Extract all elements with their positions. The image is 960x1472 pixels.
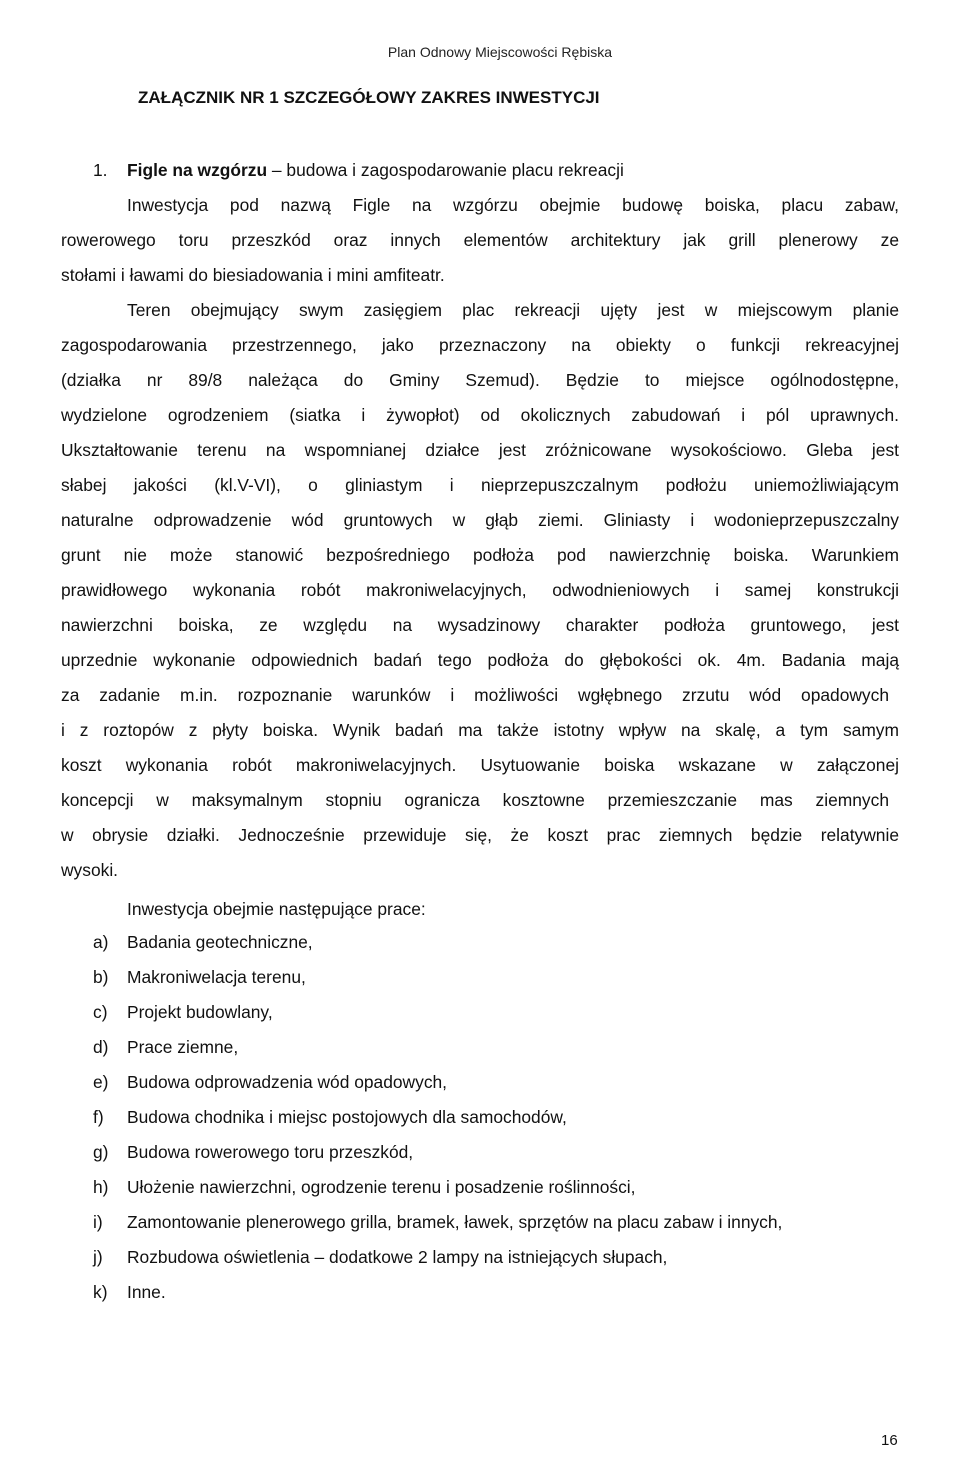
list-text: Projekt budowlany, [127, 1002, 273, 1022]
list-marker: k) [93, 1282, 108, 1302]
list-text: Budowa odprowadzenia wód opadowych, [127, 1072, 448, 1092]
works-list-item [93, 1282, 166, 1303]
works-list-item [93, 1142, 413, 1163]
para2-line: (działka nr 89/8 należąca do Gminy Szemud). Będzie to miejsce ogólnodostępne, [61, 370, 899, 390]
list-marker: a) [93, 932, 109, 952]
section-heading [93, 159, 624, 181]
para2-line: wysoki. [61, 860, 119, 880]
list-text: Budowa chodnika i miejsc postojowych dla samochodów, [127, 1107, 567, 1127]
list-marker: e) [93, 1072, 109, 1092]
para2-line: nawierzchni boiska, ze względu na wysadzinowy charakter podłoża gruntowego, jest [61, 615, 899, 635]
works-list-item [93, 932, 313, 953]
para2-line: słabej jakości (kl.V-VI), o gliniastym i nieprzepuszczalnym podłożu uniemożliwiającym [61, 475, 899, 495]
page-number: 16 [881, 1432, 898, 1449]
list-marker: j) [93, 1247, 103, 1267]
para2-line: za zadanie m.in. rozpoznanie warunków i możliwości wgłębnego zrzutu wód opadowych [61, 685, 889, 705]
list-text: Inne. [127, 1282, 166, 1302]
works-intro: Inwestycja obejmie następujące prace: [127, 899, 426, 919]
para1-line: stołami i ławami do biesiadowania i mini amfiteatr. [61, 265, 445, 285]
para2-line: koszt wykonania robót makroniwelacyjnych. Usytuowanie boiska wskazane w załączonej [61, 755, 899, 775]
list-text: Prace ziemne, [127, 1037, 239, 1057]
works-list-item [93, 1072, 447, 1093]
para2-line: grunt nie może stanowić bezpośredniego podłoża pod nawierzchnię boiska. Warunkiem [61, 545, 899, 565]
para2-line: zagospodarowania przestrzennego, jako przeznaczony na obiekty o funkcji rekreacyjnej [61, 335, 899, 355]
para2-line: wydzielone ogrodzeniem (siatka i żywopłot) od okolicznych zabudowań i pól uprawnych. [61, 405, 899, 425]
list-text: Makroniwelacja terenu, [127, 967, 306, 987]
para2-line: prawidłowego wykonania robót makroniwelacyjnych, odwodnieniowych i samej konstrukcji [61, 580, 899, 600]
running-header: Plan Odnowy Miejscowości Rębiska [387, 44, 612, 60]
para2-line: w obrysie działki. Jednocześnie przewiduje się, że koszt prac ziemnych będzie relatywnie [61, 825, 899, 845]
list-marker: d) [93, 1037, 109, 1057]
works-list-item [93, 967, 306, 988]
list-marker: c) [93, 1002, 108, 1022]
works-list-item [93, 1107, 567, 1128]
document-title: ZAŁĄCZNIK NR 1 SZCZEGÓŁOWY ZAKRES INWESTYCJI [138, 88, 600, 107]
works-list-item [93, 1212, 782, 1233]
works-list-item [93, 1002, 273, 1023]
list-marker: b) [93, 967, 109, 987]
para1-line: rowerowego toru przeszkód oraz innych elementów architektury jak grill plenerowy ze [61, 230, 899, 250]
list-text: Badania geotechniczne, [127, 932, 313, 952]
para2-line: Ukształtowanie terenu na wspomnianej działce jest zróżnicowane wysokościowo. Gleba jest [61, 440, 899, 460]
para2-line: uprzednie wykonanie odpowiednich badań tego podłoża do głębokości ok. 4m. Badania mają [61, 650, 899, 670]
para2-line: koncepcji w maksymalnym stopniu ogranicza kosztowne przemieszczanie mas ziemnych [61, 790, 889, 810]
works-list-item [93, 1247, 667, 1268]
section-title-rest: – budowa i zagospodarowanie placu rekreacji [267, 160, 624, 180]
para2-line: Teren obejmujący swym zasięgiem plac rekreacji ujęty jest w miejscowym planie [127, 300, 899, 320]
list-text: Zamontowanie plenerowego grilla, bramek, ławek, sprzętów na placu zabaw i innych, [127, 1212, 783, 1232]
works-list-item [93, 1037, 238, 1058]
list-text: Ułożenie nawierzchni, ogrodzenie terenu i posadzenie roślinności, [127, 1177, 636, 1197]
works-list-item [93, 1177, 636, 1198]
para2-line: naturalne odprowadzenie wód gruntowych w głąb ziemi. Gliniasty i wodonieprzepuszczalny [61, 510, 899, 530]
para2-line: i z roztopów z płyty boiska. Wynik badań ma także istotny wpływ na skalę, a tym samym [61, 720, 899, 740]
list-text: Budowa rowerowego toru przeszkód, [127, 1142, 414, 1162]
list-marker: i) [93, 1212, 103, 1232]
section-number: 1. [93, 160, 108, 180]
list-marker: f) [93, 1107, 104, 1127]
section-title-bold: Figle na wzgórzu [127, 160, 268, 180]
list-marker: h) [93, 1177, 109, 1197]
para1-line: Inwestycja pod nazwą Figle na wzgórzu obejmie budowę boiska, placu zabaw, [127, 195, 899, 215]
list-text: Rozbudowa oświetlenia – dodatkowe 2 lampy na istniejących słupach, [127, 1247, 668, 1267]
list-marker: g) [93, 1142, 109, 1162]
